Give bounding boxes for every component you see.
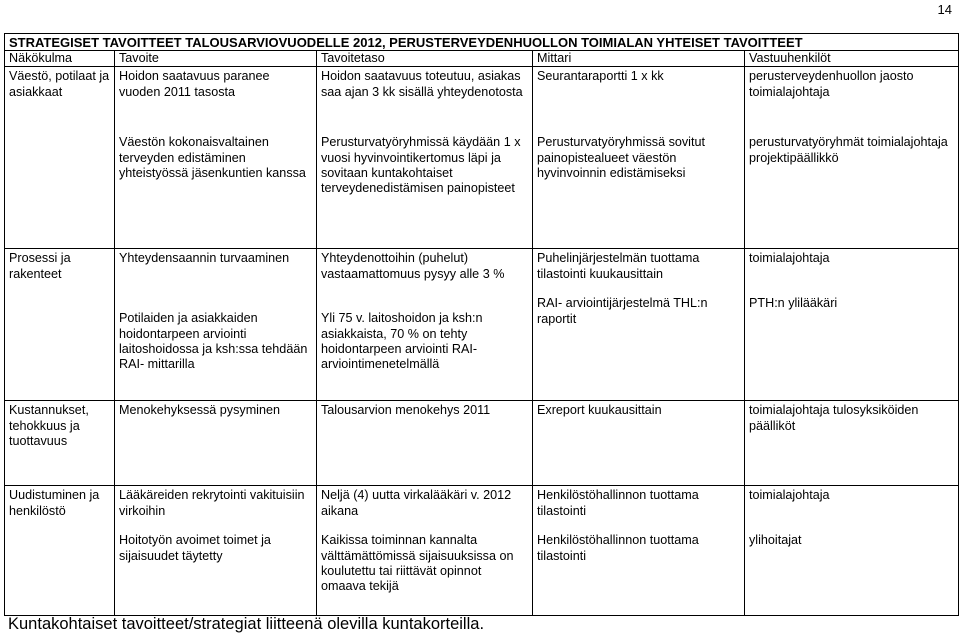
table-row	[5, 486, 959, 616]
goal-text: Hoitotyön avoimet toimet ja sijaisuudet täytetty	[119, 533, 271, 563]
column-header-perspective: Näkökulma	[5, 51, 115, 67]
metric-text: Henkilöstöhallinnon tuottama tilastointi	[537, 533, 699, 563]
owner-text: toimialajohtaja	[749, 251, 830, 266]
owner-text: PTH:n ylilääkäri	[749, 296, 838, 311]
level-cell: Talousarvion menokehys 2011	[317, 401, 533, 486]
goal-text: Lääkäreiden rekrytointi vakituisiin virkoihin	[119, 488, 305, 518]
table-row	[5, 67, 959, 249]
level-cell	[317, 486, 533, 616]
level-cell	[317, 67, 533, 249]
metric-text: RAI- arviointijärjestelmä THL:n raportit	[537, 296, 708, 326]
goal-cell	[115, 67, 317, 249]
table-title-row	[5, 34, 959, 51]
perspective-cell: Prosessi ja rakenteet	[5, 249, 115, 401]
level-cell	[317, 249, 533, 401]
metric-cell	[533, 486, 745, 616]
goal-cell: Menokehyksessä pysyminen	[115, 401, 317, 486]
owner-cell	[745, 249, 959, 401]
perspective-cell: Kustannukset, tehokkuus ja tuottavuus	[5, 401, 115, 486]
owner-text: ylihoitajat	[749, 533, 802, 548]
goal-cell	[115, 249, 317, 401]
strategic-goals-table	[4, 33, 959, 616]
owner-text: toimialajohtaja	[749, 488, 830, 503]
owner-cell: toimialajohtaja tulosyksiköiden päälliköt	[745, 401, 959, 486]
metric-text: Seurantaraportti 1 x kk	[537, 69, 664, 84]
metric-text: Henkilöstöhallinnon tuottama tilastointi	[537, 488, 699, 518]
column-header-owner: Vastuuhenkilöt	[745, 51, 959, 67]
goal-text: Potilaiden ja asiakkaiden hoidontarpeen arviointi laitoshoidossa ja ksh:ssa tehdään RAI- mittarilla	[119, 311, 308, 372]
table-header-row	[5, 51, 959, 67]
level-text: Yli 75 v. laitoshoidon ja ksh:n asiakkaista, 70 % on tehty hoidontarpeen arviointi RAI-arviointimenetelmällä	[321, 311, 483, 372]
perspective-cell: Väestö, potilaat ja asiakkaat	[5, 67, 115, 249]
metric-cell: Exreport kuukausittain	[533, 401, 745, 486]
goal-cell	[115, 486, 317, 616]
goal-text: Yhteydensaannin turvaaminen	[119, 251, 290, 266]
column-header-metric: Mittari	[533, 51, 745, 67]
level-text: Perusturvatyöryhmissä käydään 1 x vuosi hyvinvointikertomus läpi ja sovitaan kuntakohtaiset terveydenedistämisen painopisteet	[321, 135, 521, 196]
level-text: Neljä (4) uutta virkalääkäri v. 2012 aikana	[321, 488, 512, 518]
owner-text: perusterveydenhuollon jaosto toimialajohtaja	[749, 69, 914, 99]
metric-text: Puhelinjärjestelmän tuottama tilastointi kuukausittain	[537, 251, 700, 281]
perspective-cell: Uudistuminen ja henkilöstö	[5, 486, 115, 616]
goal-text: Väestön kokonaisvaltainen terveyden edistäminen yhteistyössä jäsenkuntien kanssa	[119, 135, 306, 180]
owner-cell	[745, 486, 959, 616]
column-header-goal: Tavoite	[115, 51, 317, 67]
footer-note: Kuntakohtaiset tavoitteet/strategiat liitteenä olevilla kuntakorteilla.	[8, 615, 485, 633]
goal-text: Hoidon saatavuus paranee vuoden 2011 tasosta	[119, 69, 270, 99]
owner-text: perusturvatyöryhmät toimialajohtaja projektipäällikkö	[749, 135, 948, 165]
level-text: Yhteydenottoihin (puhelut) vastaamattomuus pysyy alle 3 %	[321, 251, 505, 281]
metric-cell	[533, 249, 745, 401]
table-row	[5, 249, 959, 401]
metric-cell	[533, 67, 745, 249]
table-title: STRATEGISET TAVOITTEET TALOUSARVIOVUODELLE 2012, PERUSTERVEYDENHUOLLON TOIMIALAN YHTEISET TAVOITTEET	[5, 34, 959, 51]
column-header-level: Tavoitetaso	[317, 51, 533, 67]
metric-text: Perusturvatyöryhmissä sovitut painopistealueet väestön hyvinvoinnin edistämiseksi	[537, 135, 705, 180]
table-row	[5, 401, 959, 486]
owner-cell	[745, 67, 959, 249]
level-text: Kaikissa toiminnan kannalta välttämättömissä sijaisuuksissa on koulutettu tai riittävät opinnot omaava tekijä	[321, 533, 514, 594]
level-text: Hoidon saatavuus toteutuu, asiakas saa ajan 3 kk sisällä yhteydenotosta	[321, 69, 523, 99]
page-number: 14	[937, 2, 952, 17]
